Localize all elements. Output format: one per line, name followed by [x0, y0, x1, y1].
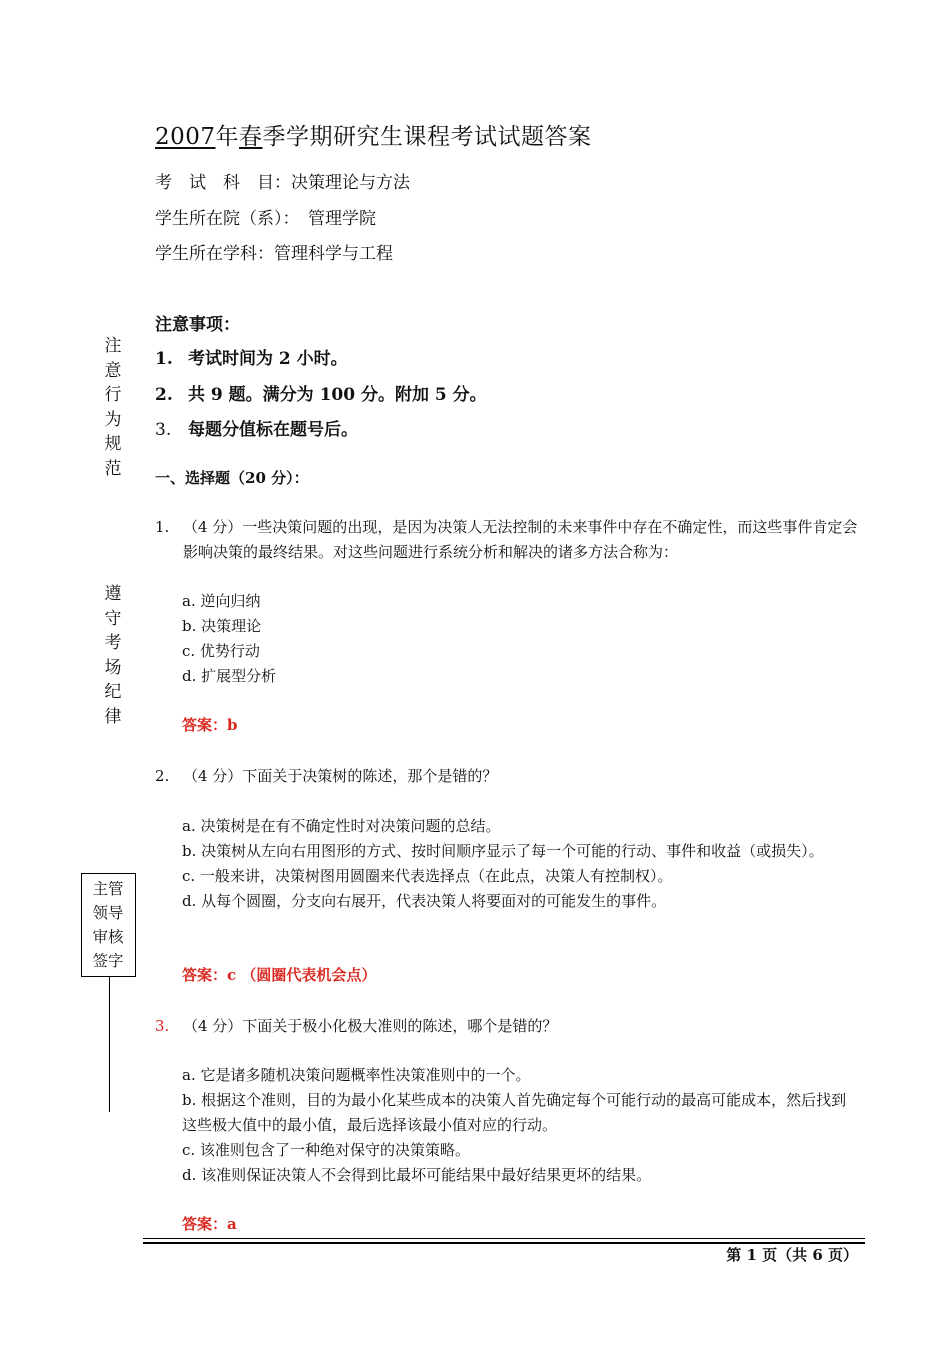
margin-divider-line [109, 977, 110, 1112]
footer-rule-thin [143, 1238, 865, 1239]
notice-heading: 注意事项： [155, 315, 240, 335]
question-text: （4 分）下面关于决策树的陈述，那个是错的？ [183, 767, 498, 785]
notice-num: 2. [155, 385, 173, 405]
notice-text: 考试时间为 2 小时。 [188, 349, 348, 369]
title-season: 春 [239, 124, 263, 150]
signature-box-label: 主管领导审核签字 [92, 880, 124, 970]
question-number: 3. [155, 1017, 170, 1035]
question-1-options [182, 589, 860, 689]
option-a: a. 逆向归纳 [182, 592, 261, 610]
question-3-answer: 答案：a [182, 1215, 237, 1233]
question-text: （4 分）下面关于极小化极大准则的陈述，哪个是错的？ [183, 1017, 558, 1035]
question-2-options [182, 814, 860, 914]
title-year: 2007 [155, 124, 216, 150]
option-d: d. 扩展型分析 [182, 667, 277, 685]
page-number: 第 1 页（共 6 页） [726, 1246, 858, 1264]
question-text: （4 分）一些决策问题的出现，是因为决策人无法控制的未来事件中存在不确定性，而这些事件肯定会影响决策的最终结果。对这些问题进行系统分析和解决的诸多方法合称为： [183, 518, 858, 561]
question-number: 2. [155, 767, 170, 785]
option-a: a. 它是诸多随机决策问题概率性决策准则中的一个。 [182, 1066, 531, 1084]
notice-item-1 [155, 344, 348, 369]
notice-num: 3. [155, 420, 172, 440]
notice-item-2 [155, 380, 487, 405]
question-number: 1. [155, 518, 170, 536]
section-title: 一、选择题（20 分）： [155, 469, 309, 487]
question-1-answer: 答案：b [182, 716, 238, 734]
question-1 [155, 515, 860, 565]
option-c: c. 优势行动 [182, 642, 260, 660]
margin-label-conduct: 注意行为规范 [104, 336, 122, 479]
student-discipline: 学生所在学科：管理科学与工程 [155, 244, 393, 264]
question-2 [155, 764, 860, 789]
student-school: 学生所在院（系）： 管理学院 [155, 209, 376, 229]
exam-subject: 考 试 科 目：决策理论与方法 [155, 173, 410, 193]
option-d: d. 从每个圆圈，分支向右展开，代表决策人将要面对的可能发生的事件。 [182, 892, 667, 910]
option-c: c. 该准则包含了一种绝对保守的决策策略。 [182, 1141, 470, 1159]
option-b: b. 根据这个准则，目的为最小化某些成本的决策人首先确定每个可能行动的最高可能成本，然后找到这些极大值中的最小值，最后选择该最小值对应的行动。 [182, 1091, 847, 1134]
option-b: b. 决策树从左向右用图形的方式、按时间顺序显示了每一个可能的行动、事件和收益（或损失）。 [182, 842, 824, 860]
question-2-answer: 答案：c （圆圈代表机会点） [182, 966, 377, 984]
document-title [155, 118, 592, 151]
question-3 [155, 1014, 860, 1039]
margin-label-discipline: 遵守考场纪律 [104, 584, 122, 727]
notice-text: 每题分值标在题号后。 [188, 420, 358, 440]
option-a: a. 决策树是在有不确定性时对决策问题的总结。 [182, 817, 501, 835]
question-3-options [182, 1063, 860, 1188]
option-b: b. 决策理论 [182, 617, 262, 635]
notice-num: 1. [155, 349, 173, 369]
title-rest: 季学期研究生课程考试试题答案 [262, 124, 592, 150]
notice-text: 共 9 题。满分为 100 分。附加 5 分。 [188, 385, 487, 405]
title-nian: 年 [215, 124, 240, 150]
option-c: c. 一般来讲，决策树图用圆圈来代表选择点（在此点，决策人有控制权）。 [182, 867, 673, 885]
notice-item-3 [155, 415, 358, 440]
option-d: d. 该准则保证决策人不会得到比最坏可能结果中最好结果更坏的结果。 [182, 1166, 652, 1184]
